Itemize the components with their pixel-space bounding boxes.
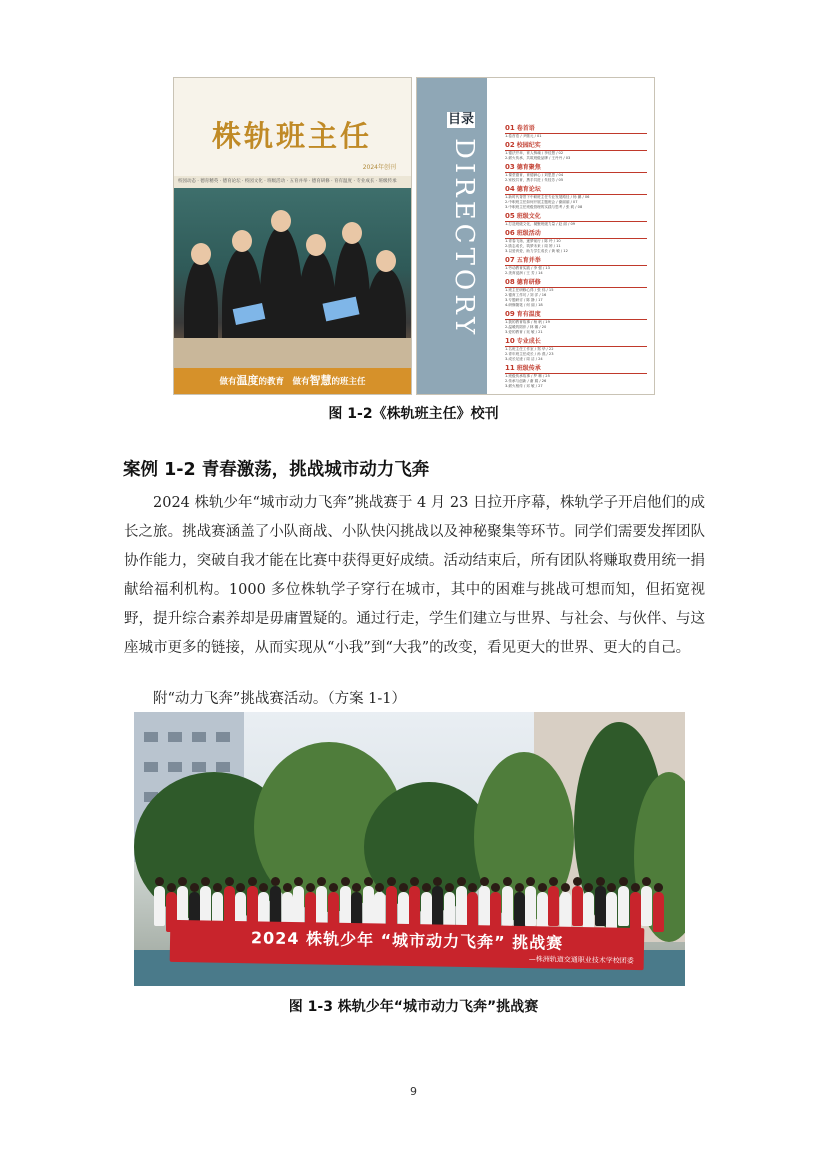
toc-section-heading xyxy=(505,364,647,374)
directory-heading: 目录 xyxy=(447,112,474,127)
banner-main-text: 2024 株轨少年 “城市动力飞奔” 挑战赛 xyxy=(250,928,564,953)
toc-item: 2.美育浸润 / 王 芳 / 14 xyxy=(505,271,543,275)
student-figure xyxy=(525,886,536,926)
group-photo xyxy=(134,712,685,986)
toc-item: 3.专题研讨 / 陈 静 / 17 xyxy=(505,298,543,302)
toc-section xyxy=(505,124,647,139)
student-figure xyxy=(641,886,652,926)
person-head xyxy=(271,210,291,232)
toc-item: 1.班主任研修心得 / 张 伟 / 15 xyxy=(505,288,554,292)
toc-item: 1.名班主任工作室 / 郑 华 / 22 xyxy=(505,347,554,351)
toc-section-title: 五育并举 xyxy=(516,257,541,264)
toc-item: 3.以爱育爱，助力学生成长 / 黄 敏 / 12 xyxy=(505,249,568,253)
toc-item: 1.新时代背景下中职班主任专业发展路径 / 杨 鹏 / 06 xyxy=(505,195,590,199)
banner-text: 做有 xyxy=(219,377,237,387)
toc-section-number: 01 xyxy=(505,124,515,132)
student-figure xyxy=(154,886,165,926)
toc-section xyxy=(505,310,647,335)
toc-section-heading xyxy=(505,256,647,266)
toc-section-heading xyxy=(505,278,647,288)
banner-text: 的教育 做有 xyxy=(258,377,310,387)
toc-item: 3.薪火相传 / 邓 敏 / 27 xyxy=(505,384,543,388)
toc-section-title: 德育聚焦 xyxy=(516,164,541,171)
toc-item: 2.中职班主任如何开展主题班会 / 谢丽丽 / 07 xyxy=(505,200,578,204)
toc-section-number: 03 xyxy=(505,163,515,171)
toc-section-heading xyxy=(505,141,647,151)
figure-journal xyxy=(173,77,653,395)
journal-cover xyxy=(173,77,412,395)
case-title: 案例 1-2 青春激荡，挑战城市动力飞奔 xyxy=(123,460,430,480)
toc-item: 2.励志成长，筑梦未来 / 周 婷 / 11 xyxy=(505,244,561,248)
toc-section-title: 班级活动 xyxy=(516,230,541,237)
toc-section-number: 06 xyxy=(505,229,515,237)
event-banner xyxy=(170,920,645,970)
student-figure xyxy=(618,886,629,926)
toc-item: 3.爱的教育 / 吴 敏 / 21 xyxy=(505,330,543,334)
journal-directory-page xyxy=(416,77,655,395)
banner-text: 的班主任 xyxy=(331,377,366,387)
toc-section-number: 05 xyxy=(505,212,515,220)
banner-emphasis: 温度 xyxy=(236,374,259,387)
toc-item: 1.课堂德育，育德润心 / 刘思思 / 04 xyxy=(505,173,564,177)
toc-section-title: 德育研修 xyxy=(516,279,541,286)
toc-item: 1.班级传承故事 / 罗 琳 / 25 xyxy=(505,374,550,378)
cover-title: 株轨班主任 xyxy=(211,119,372,153)
toc-item: 2.家校共育，携手共进 / 朱桂芳 / 05 xyxy=(505,178,564,182)
toc-section-number: 10 xyxy=(505,337,515,345)
student-figure xyxy=(432,886,443,926)
toc-section-number: 09 xyxy=(505,310,515,318)
cover-strip-text: 校园动态 · 德育精英 · 德育论坛 · 校园文化 · 班级活动 · 五育并举 · 德育研修 · 育有温度 · 专业成长 · 班级传承 xyxy=(178,179,397,184)
toc-section-number: 02 xyxy=(505,141,515,149)
student-figure xyxy=(270,886,281,926)
toc-item: 2.温暖的陪伴 / 林 娜 / 20 xyxy=(505,325,547,329)
student-figure xyxy=(386,886,397,926)
student-figure xyxy=(363,886,374,926)
student-figure xyxy=(606,892,617,932)
student-figure xyxy=(572,886,583,926)
toc-section-number: 11 xyxy=(505,364,515,372)
table-of-contents xyxy=(505,124,647,391)
toc-section xyxy=(505,364,647,389)
figure-caption-1-3: 图 1-3 株轨少年“城市动力飞奔”挑战赛 xyxy=(288,999,539,1015)
toc-section-number: 04 xyxy=(505,185,515,193)
cover-banner xyxy=(174,368,411,394)
toc-item: 4.研修随笔 / 何 丽 / 18 xyxy=(505,303,543,307)
case-paragraph: 2024 株轨少年“城市动力飞奔”挑战赛于 4 月 23 日拉开序幕，株轨学子开启他们的成长之旅。挑战赛涵盖了小队商战、小队快闪挑战以及神秘聚集等环节。同学们需要发挥团队协作能力，突破自我才能在比赛中获得更好成绩。活动结束后，所有团队将赚取费用统一捐献给福利机构。1000 多位株轨学子穿行在城市，其中的困难与挑战可想而知，但拓宽视野，提升综合素养却是毋庸置疑的。通过行走，学生们建立与世界、与社会、与伙伴、与这座城市更多的链接，从而实现从“小我”到“大我”的改变，看见更大的世界、更大的自己。 xyxy=(124,495,705,656)
cover-subtitle: 2024年创刊 xyxy=(362,164,396,171)
person-head xyxy=(232,230,252,252)
toc-section-heading xyxy=(505,163,647,173)
student-figure xyxy=(479,886,490,926)
toc-item: 1.打造班级文化，凝聚班级力量 / 赵 丽 / 09 xyxy=(505,222,576,226)
toc-section-title: 班级文化 xyxy=(516,213,541,220)
toc-section xyxy=(505,141,647,161)
student-figure xyxy=(630,892,641,932)
toc-section-title: 德育论坛 xyxy=(516,186,541,193)
toc-section-heading xyxy=(505,124,647,134)
toc-item: 1.劳动教育实践 / 李 强 / 13 xyxy=(505,266,550,270)
student-figure xyxy=(293,886,304,926)
toc-section-title: 校园纪实 xyxy=(516,142,541,149)
toc-item: 1.德法并举，育人铸魂 / 李佳慧 / 02 xyxy=(505,151,564,155)
attachment-note: 附“动力飞奔”挑战赛活动。（方案 1-1） xyxy=(153,691,407,707)
toc-item: 2.德育工作坊 / 刘 洋 / 16 xyxy=(505,293,547,297)
person-head xyxy=(376,250,396,272)
toc-section-heading xyxy=(505,185,647,195)
toc-section-title: 育有温度 xyxy=(516,311,541,318)
toc-section-title: 班级传承 xyxy=(516,365,541,372)
student-figure xyxy=(316,886,327,926)
toc-item: 2.传承与创新 / 谢 娟 / 26 xyxy=(505,379,547,383)
toc-section xyxy=(505,337,647,362)
toc-section xyxy=(505,185,647,210)
toc-item: 3.成长足迹 / 周 洁 / 24 xyxy=(505,357,543,361)
toc-section-number: 07 xyxy=(505,256,515,264)
student-figure xyxy=(340,886,351,926)
student-figure xyxy=(409,886,420,926)
page-number: 9 xyxy=(410,1085,417,1098)
cover-photo xyxy=(174,188,411,368)
toc-item: 1.我的教育故事 / 杨 帆 / 19 xyxy=(505,320,550,324)
person-head xyxy=(191,243,211,265)
directory-vertical-word: DIRECTORY xyxy=(449,138,479,339)
toc-section-heading xyxy=(505,310,647,320)
student-figure xyxy=(548,886,559,926)
toc-section xyxy=(505,163,647,183)
toc-item: 1.青春飞扬，逐梦前行 / 陈 玲 / 10 xyxy=(505,239,561,243)
toc-section-heading xyxy=(505,229,647,239)
toc-section xyxy=(505,212,647,227)
student-figure xyxy=(583,892,594,932)
toc-section xyxy=(505,278,647,308)
toc-section xyxy=(505,229,647,254)
toc-item: 3.中职班主任班级管理的实践与思考 / 张 莉 / 08 xyxy=(505,205,583,209)
toc-item: 2.薪火传承，共筑班级品牌 / 王丹丹 / 03 xyxy=(505,156,571,160)
student-figure xyxy=(456,886,467,926)
person-head xyxy=(306,234,326,256)
cover-category-strip xyxy=(174,176,411,188)
student-figure xyxy=(653,892,664,932)
toc-section xyxy=(505,256,647,276)
banner-sub-text: —株洲轨道交通职业技术学校团委 xyxy=(528,955,634,965)
banner-emphasis: 智慧 xyxy=(309,374,332,387)
table-surface xyxy=(174,338,411,368)
figure-caption-1-2: 图 1-2《株轨班主任》校刊 xyxy=(328,406,499,422)
student-figure xyxy=(247,886,258,926)
person-head xyxy=(342,222,362,244)
toc-section-title: 专业成长 xyxy=(516,338,541,345)
student-figure xyxy=(595,886,606,926)
toc-section-title: 卷首语 xyxy=(516,125,535,132)
toc-item: 1.卷首语 / 尹继元 / 01 xyxy=(505,134,542,138)
student-figure xyxy=(502,886,513,926)
toc-section-heading xyxy=(505,212,647,222)
toc-item: 2.青年班主任成长 / 孙 燕 / 23 xyxy=(505,352,554,356)
toc-section-number: 08 xyxy=(505,278,515,286)
toc-section-heading xyxy=(505,337,647,347)
